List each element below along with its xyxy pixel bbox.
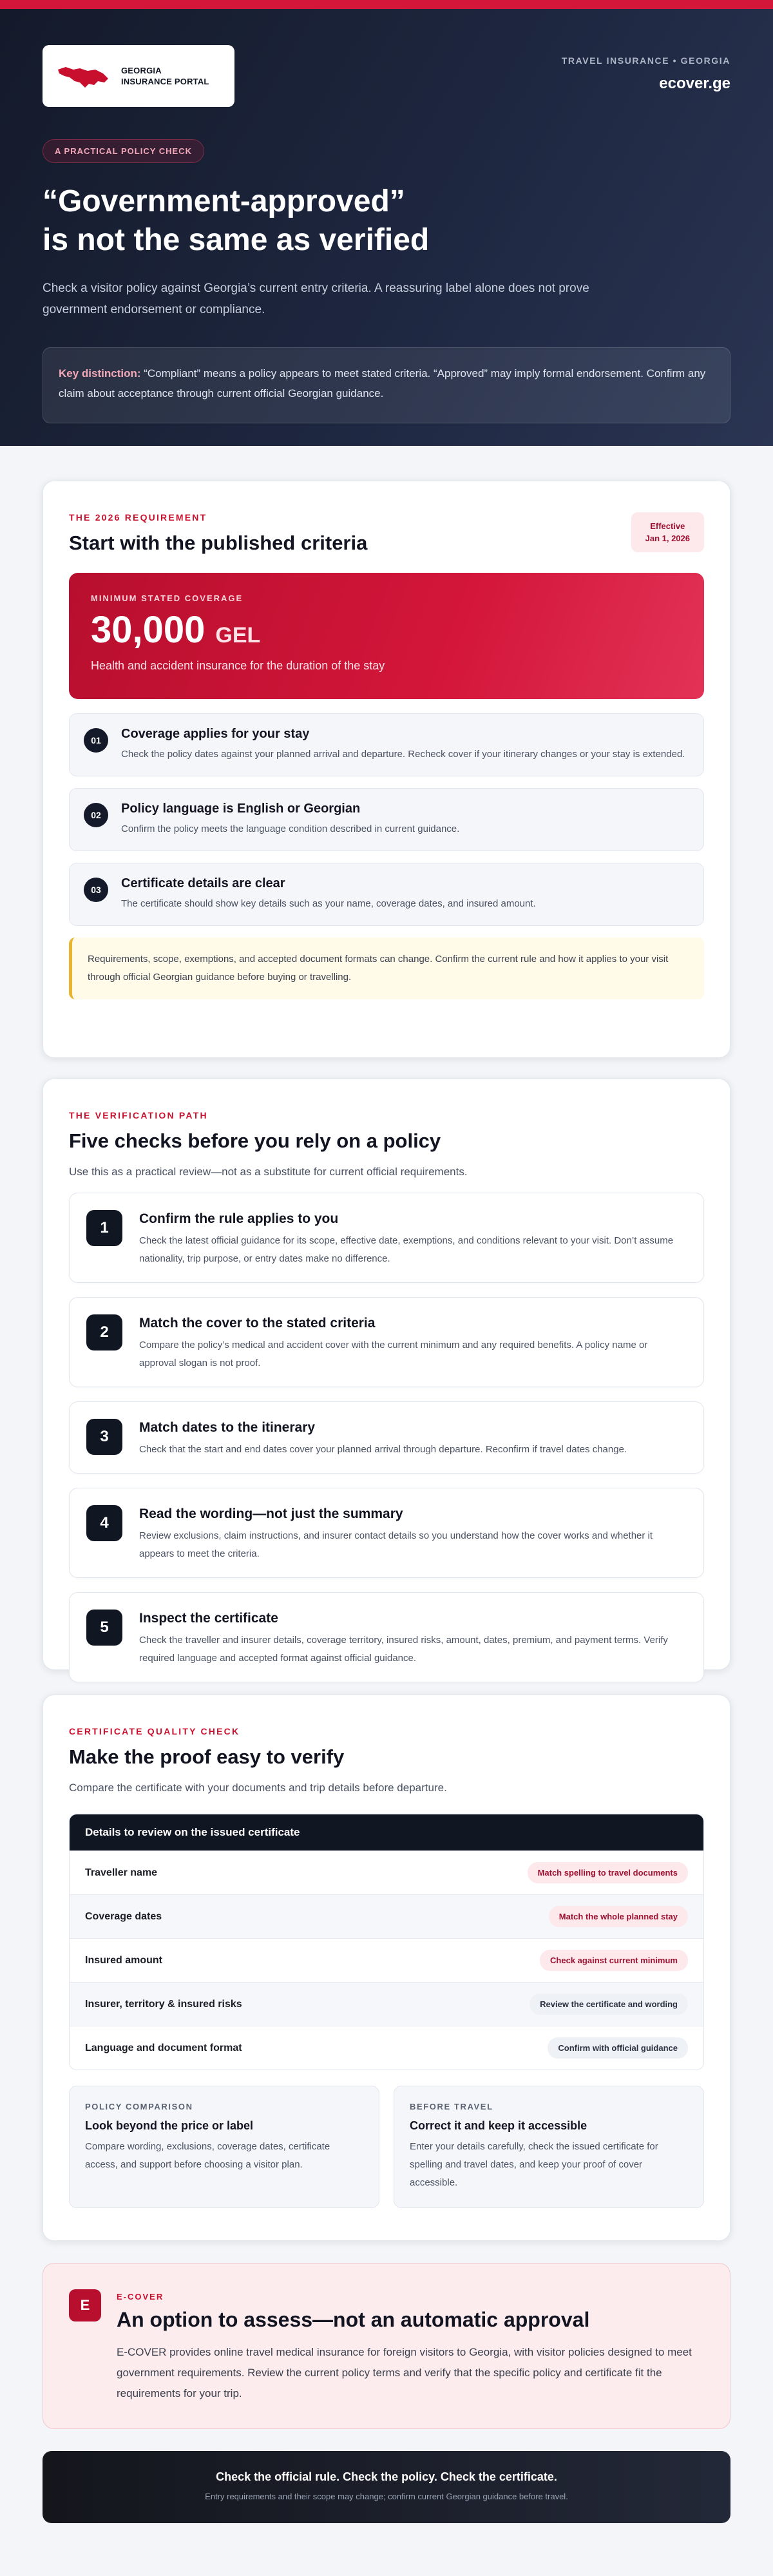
verification-eyebrow: THE VERIFICATION PATH [69, 1110, 208, 1120]
certificate-sub: Compare the certificate with your documents and trip details before departure. [69, 1782, 447, 1794]
requirement-item [69, 863, 704, 926]
requirement-item-title: Policy language is English or Georgian [121, 802, 361, 816]
requirement-number: 03 [84, 878, 108, 902]
requirement-number: 01 [84, 728, 108, 753]
before-travel-panel [394, 2086, 704, 2208]
requirement-item [69, 713, 704, 776]
top-accent-bar [0, 0, 773, 9]
table-row [70, 1850, 703, 1894]
row-badge: Match spelling to travel documents [528, 1862, 688, 1883]
site-logo[interactable] [43, 45, 234, 107]
ecover-desc: E-COVER provides online travel medical insurance for foreign visitors to Georgia, with visitor policies designed to meet government requirements. Review the current policy terms and verify that the specific policy and certificate fit the requirements for your trip. [117, 2346, 692, 2399]
policy-desc: Compare wording, exclusions, coverage dates, certificate access, and support before choosing a visitor plan. [85, 2141, 330, 2170]
footer-sub: Entry requirements and their scope may change; confirm current Georgian guidance before travel. [205, 2492, 568, 2501]
title-line2: is not the same as verified [43, 223, 430, 257]
coverage-amount: 30,000 [91, 609, 205, 651]
table-row [70, 1982, 703, 2026]
check-desc: Review exclusions, claim instructions, and insurer contact details so you understand how the cover works and whether it appears to meet the criteria. [139, 1530, 653, 1559]
georgia-map-icon [57, 62, 110, 90]
check-title: Read the wording—not just the summary [139, 1506, 403, 1521]
check-number: 4 [86, 1505, 122, 1541]
row-label: Insured amount [85, 1954, 163, 1966]
row-badge: Match the whole planned stay [549, 1906, 688, 1927]
requirement-item-desc: The certificate should show key details such as your name, coverage dates, and insured amount. [121, 898, 536, 909]
check-number: 2 [86, 1314, 122, 1350]
requirement-card [43, 481, 730, 1058]
requirements-warning: Requirements, scope, exemptions, and accepted document formats can change. Confirm the current rule and how it applies to your visit through official Georgian guidance before buying or travelling. [69, 937, 704, 999]
travel-eyebrow: BEFORE TRAVEL [410, 2102, 493, 2111]
check-desc: Check the traveller and insurer details, coverage territory, insured risks, amount, dates, premium, and payment terms. Verify required language and accepted format against official guidance. [139, 1635, 668, 1664]
row-label: Traveller name [85, 1867, 158, 1878]
hero-lead: Check a visitor policy against Georgia’s current entry criteria. A reassuring label alone does not prove government endorsement or compliance. [43, 282, 589, 316]
check-number: 3 [86, 1419, 122, 1455]
certificate-details-table [69, 1814, 704, 2070]
check-desc: Check that the start and end dates cover your planned arrival through departure. Reconfirm if travel dates change. [139, 1444, 627, 1455]
site-domain-link[interactable]: ecover.ge [659, 75, 730, 92]
check-item [69, 1592, 704, 1682]
hero-pill: A PRACTICAL POLICY CHECK [43, 139, 204, 163]
row-badge: Review the certificate and wording [530, 1994, 688, 2015]
check-item [69, 1297, 704, 1387]
policy-comparison-panel [69, 2086, 379, 2208]
ecover-badge-icon: E [69, 2289, 101, 2321]
footer-main: Check the official rule. Check the policy. Check the certificate. [216, 2470, 557, 2483]
note-label: Key distinction: [59, 367, 141, 380]
requirement-title: Start with the published criteria [69, 532, 368, 554]
footer-banner [43, 2451, 730, 2523]
requirement-eyebrow: THE 2026 REQUIREMENT [69, 512, 207, 523]
check-item [69, 1401, 704, 1474]
check-desc: Compare the policy’s medical and accident cover with the current minimum and any required benefits. A policy name or approval slogan is not proof. [139, 1340, 648, 1369]
title-line1: “Government-approved” [43, 184, 405, 218]
policy-title: Look beyond the price or label [85, 2119, 254, 2132]
ecover-promo [43, 2263, 730, 2429]
row-badge: Confirm with official guidance [548, 2037, 688, 2059]
coverage-label: MINIMUM STATED COVERAGE [91, 593, 243, 603]
travel-desc: Enter your details carefully, check the issued certificate for spelling and travel dates, and keep your proof of cover accessible. [410, 2141, 658, 2188]
effective-date-badge [631, 512, 704, 552]
note-text: “Compliant” means a policy appears to meet stated criteria. “Approved” may imply formal endorsement. Confirm any claim about acceptance through current official Georgian guidance. [59, 367, 706, 399]
page-title [43, 182, 730, 260]
policy-eyebrow: POLICY COMPARISON [85, 2102, 193, 2111]
row-label: Language and document format [85, 2042, 242, 2053]
verification-card [43, 1079, 730, 1670]
check-title: Match dates to the itinerary [139, 1420, 316, 1435]
check-number: 5 [86, 1610, 122, 1646]
logo-line2: INSURANCE PORTAL [121, 77, 209, 86]
logo-line1: GEORGIA [121, 66, 162, 75]
certificate-card [43, 1695, 730, 2241]
verification-title: Five checks before you rely on a policy [69, 1129, 441, 1152]
row-label: Insurer, territory & insured risks [85, 1998, 242, 2010]
coverage-description: Health and accident insurance for the duration of the stay [91, 659, 385, 672]
requirement-item-title: Certificate details are clear [121, 876, 285, 890]
site-tag: TRAVEL INSURANCE • GEORGIA [561, 55, 730, 66]
table-row [70, 1938, 703, 1982]
check-title: Inspect the certificate [139, 1611, 278, 1626]
check-title: Confirm the rule applies to you [139, 1211, 339, 1226]
coverage-panel [69, 573, 704, 699]
ecover-title: An option to assess—not an automatic approval [117, 2308, 590, 2331]
effective-label: Effective [650, 521, 685, 531]
requirement-item-desc: Check the policy dates against your planned arrival and departure. Recheck cover if your itinerary changes or your stay is extended. [121, 749, 685, 760]
certificate-title: Make the proof easy to verify [69, 1745, 345, 1768]
requirement-item-title: Coverage applies for your stay [121, 727, 310, 741]
hero-section [0, 9, 773, 446]
verification-sub: Use this as a practical review—not as a substitute for current official requirements. [69, 1166, 468, 1178]
check-desc: Check the latest official guidance for its scope, effective date, exemptions, and conditions relevant to your visit. Don’t assume nationality, trip purpose, or entry dates make no difference. [139, 1235, 674, 1264]
coverage-unit: GEL [215, 623, 261, 648]
certificate-eyebrow: CERTIFICATE QUALITY CHECK [69, 1726, 240, 1736]
requirement-number: 02 [84, 803, 108, 827]
effective-date: Jan 1, 2026 [645, 533, 690, 543]
key-distinction-note [43, 347, 730, 423]
requirement-item-desc: Confirm the policy meets the language condition described in current guidance. [121, 823, 460, 834]
requirement-item [69, 788, 704, 851]
table-header: Details to review on the issued certificate [70, 1814, 703, 1850]
check-item [69, 1193, 704, 1283]
travel-title: Correct it and keep it accessible [410, 2119, 587, 2132]
row-label: Coverage dates [85, 1910, 162, 1922]
check-title: Match the cover to the stated criteria [139, 1316, 376, 1331]
table-row [70, 2026, 703, 2070]
ecover-eyebrow: E-COVER [117, 2292, 164, 2302]
row-badge: Check against current minimum [540, 1950, 688, 1971]
check-item [69, 1488, 704, 1578]
table-row [70, 1894, 703, 1938]
check-number: 1 [86, 1210, 122, 1246]
